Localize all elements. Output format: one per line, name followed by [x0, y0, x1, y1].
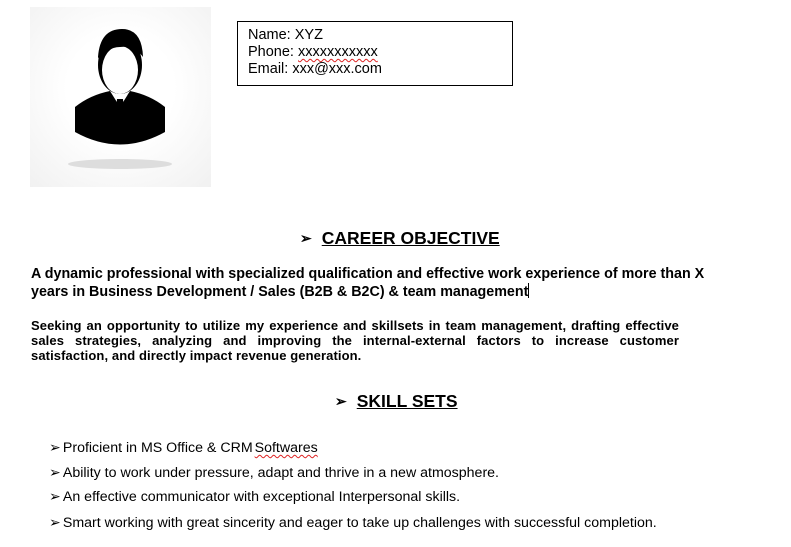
profile-photo: [30, 7, 211, 187]
skill-text: Smart working with great sincerity and eager to take up challenges with successful completion.: [62, 515, 657, 531]
phone-label: Phone:: [248, 44, 298, 60]
person-avatar-icon: [30, 7, 211, 187]
heading-text: CAREER OBJECTIVE: [321, 228, 500, 248]
contact-phone: [248, 44, 502, 61]
contact-name: Name: XYZ: [248, 27, 323, 43]
arrow-bullet-icon: ➢: [49, 515, 61, 531]
skill-item: [49, 489, 460, 505]
arrow-bullet-icon: ➢: [300, 230, 312, 246]
arrow-bullet-icon: ➢: [335, 393, 347, 409]
arrow-bullet-icon: ➢: [49, 489, 61, 505]
text-cursor: [528, 283, 529, 298]
contact-email: Email: xxx@xxx.com: [248, 61, 382, 77]
arrow-bullet-icon: ➢: [49, 440, 61, 456]
career-objective-heading: [300, 228, 500, 249]
objective-details: Seeking an opportunity to utilize my experience and skillsets in team management, drafting effective sales strategies, analyzing and improving the internal-external factors to increase customer satisfaction, and directly impact revenue generation.: [31, 318, 679, 363]
skill-item: [49, 515, 657, 531]
summary-text: A dynamic professional with specialized qualification and effective work experience of more than X years in Business Development / Sales (B2B & B2C) & team management: [31, 266, 705, 300]
arrow-bullet-icon: ➢: [49, 465, 61, 481]
skill-text: Ability to work under pressure, adapt and thrive in a new atmosphere.: [62, 465, 499, 481]
contact-box: [237, 21, 513, 86]
skill-item: [49, 440, 318, 456]
skill-text: Proficient in MS Office & CRM: [62, 440, 253, 456]
skill-text: An effective communicator with exceptional Interpersonal skills.: [62, 489, 461, 505]
phone-value: xxxxxxxxxxx: [298, 44, 378, 60]
skill-item: [49, 465, 499, 481]
objective-summary: [31, 266, 731, 301]
misspelled-word: Softwares: [254, 440, 318, 456]
heading-text: SKILL SETS: [356, 391, 458, 411]
skill-sets-heading: [335, 391, 458, 412]
